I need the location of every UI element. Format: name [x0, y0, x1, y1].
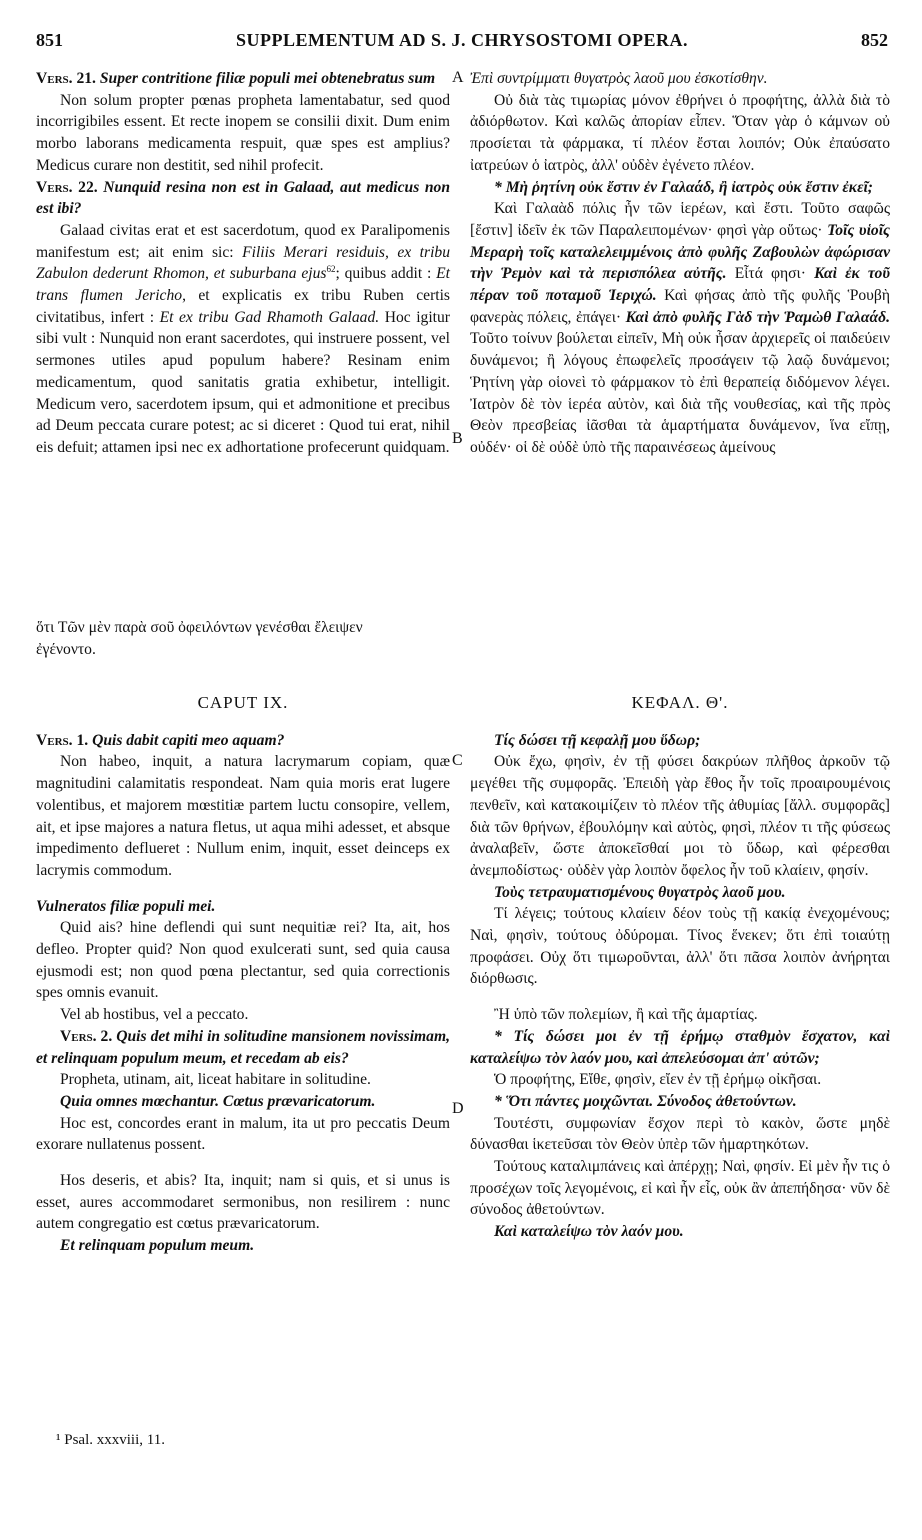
greek-paragraph-7: Τουτέστι, συμφωνίαν ἔσχον περὶ τὸ κακὸν, ὥστε μηδὲ δύνασθαι ἱκετεῦσαι τὸν Θεὸν ὑπὲρ τῶν ἡμαρτηκότων.: [470, 1114, 890, 1154]
page-number-left: 851: [36, 30, 63, 50]
greek-paragraph-2: Καὶ Γαλαὰδ πόλις ἦν τῶν ἱερέων, καὶ ἔστι. Τοῦτο σαφῶς [ἔστιν] ἰδεῖν ἐκ τῶν Παραλειπομένων· φησὶ γὰρ οὕτως· Τοῖς υἱοῖς Μεραρὴ τοῖς καταλελειμμένοις ἀπὸ φυλῆς Ζαβουλὼν ἀφώρισαν τὴν Ῥεμὸν καὶ τὰ περισπόλεα αὐτῆς. Εἶτά φησι· Καὶ ἐκ τοῦ πέραν τοῦ ποταμοῦ Ἱεριχώ. Καὶ φήσας ἀπὸ τῆς φυλῆς Ῥουβὴ φανερὰς πόλεις, ἐπάγει· Καὶ ἀπὸ φυλῆς Γὰδ τὴν Ῥαμὼθ Γαλαάδ. Τοῦτο τοίνυν βούλεται εἰπεῖν, Μὴ οὐκ ἦσαν ἀρχιερεῖς οἱ παιδεύειν δυνάμενοι; ἢ λόγους ἐπωφελεῖς προσάγειν τῷ λαῷ δυνάμενοι; Ῥητίνη γὰρ οἱονεὶ τὸ φάρμακον τὸ ἐπὶ θεραπείᾳ διδόμενον λέγει. Ἰατρὸν δὲ τὸν ἱερέα αὐτὸν, καὶ διὰ τῆς νουθεσίας, καὶ τῆς πρὸς Θεὸν πρεσβείας ἰᾶσθαι τὰ ἁμαρτήματα δυνάμενον, ἵνα εἴπῃ, οὐδέν· οἱ δὲ οὐδὲ ὑπὸ τῆς παραινέσεως ἀμείνους: [470, 200, 890, 456]
page-number-right: 852: [861, 30, 888, 50]
latin-column-lower: [36, 672, 450, 1257]
latin-paragraph-1: Non solum propter pœnas propheta lamentabatur, sed quod incorrigibiles essent. Et recte inopem se consilii dixit. Dum enim morbo laborans medicamenta respuit, quæ spes est amplius? Medicus curare non destitit, sed nihil profecit.: [36, 91, 450, 174]
latin-paragraph-6: Propheta, utinam, ait, liceat habitare in solitudine.: [60, 1071, 371, 1089]
spanning-line-end: ἐγένοντο.: [36, 641, 96, 658]
margin-letter-c: C: [452, 752, 463, 769]
quia-heading: Quia omnes mœchantur. Cœtus prævaricatorum.: [60, 1092, 376, 1110]
greek-paragraph-4: Τί λέγεις; τούτους κλαίειν δέον τοὺς τῇ κακίᾳ ἐνεχομένους; Ναὶ, φησὶν, τούτους ὀδύρομαι. Τίνος ἕνεκεν; ὅτι ἐπὶ τοιαύτῃ προφάσει. Οὐχ ὅτι τιμωροῦνται, ἀλλ' ὅτι πᾶσα λοιπὸν ἀνήρηται διόρθωσις.: [470, 905, 890, 988]
greek-column-upper: [470, 68, 890, 459]
greek-verse-22-heading: * Μὴ ῥητίνη οὐκ ἔστιν ἐν Γαλαάδ, ἢ ἰατρὸς οὐκ ἔστιν ἐκεῖ;: [494, 178, 873, 196]
latin-paragraph-2: Galaad civitas erat et est sacerdotum, quod ex Paralipomenis manifestum est; ait enim sic: Filiis Merari residuis, ex tribu Zabulon dederunt Rhomon, et suburbana ejus$^{62}$; quibus addit : Et trans flumen Jericho, et explicatis ex tribu Ruben certis civitatibus, infert : Et ex tribu Gad Rhamoth Galaad. Hoc igitur sibi vult : Nunquid non erant sacerdotes, qui instruere possent, vel sermones utiles apud populum habere? Resinam enim medicamentum, quod sanitatis gratia exhibetur, intelligit. Medicum vero, sacerdotem ipsum, qui et admonitione et precibus ad Deum peccata curare potest; ac si diceret : Quod tui erat, nihil eis defuit; attamen ipsi nec ex adhortatione profecerunt quidquam.: [36, 221, 451, 456]
margin-letter-a: A: [452, 69, 464, 86]
vulneratos-heading: Vulneratos filiæ populi mei.: [36, 897, 216, 915]
latin-column-upper: [36, 68, 450, 459]
greek-paragraph-3: Οὐκ ἔχω, φησὶν, ἐν τῇ φύσει δακρύων πλῆθος ἀρκοῦν τῷ μεγέθει τῆς συμφορᾶς. Ἐπειδὴ γὰρ ἔθος ἦν τοῖς προαιρουμένοις πενθεῖν, καὶ κατακοιμίζειν τὸ πλέον τῆς ἀθυμίας [ἄλλ. συμφορᾶς] διὰ τῶν θρήνων, ἐβουλόμην καὶ αὐτὸς, φησὶ, πλέον τι τῆς φύσεως ἀναλαβεῖν, ὥστε ἀποκεῖσθαί μοι τὸ ὕδωρ, καὶ φέρεσθαι ἀνεμποδίστως· οὐδὲν γὰρ λοιπὸν ὄφελος ἦν τοῦ κλαίειν, φησίν.: [470, 753, 890, 879]
greek-paragraph-8: Τούτους καταλιμπάνεις καὶ ἀπέρχῃ; Ναὶ, φησίν. Εἰ μὲν ἦν τις ὁ προσέχων τοῖς λεγομένοις, εἰ καὶ ἦν εἷς, οὐκ ἂν ἀπεπήδησα· νῦν δὲ σύνοδος ἀθετούντων.: [470, 1158, 890, 1219]
footnote: ¹ Psal. xxxviii, 11.: [56, 1432, 165, 1448]
verse-21-heading: Vers. 21. Super contritione filiæ populi mei obtenebratus sum: [36, 70, 436, 87]
relinquam-heading: Et relinquam populum meum.: [60, 1237, 255, 1255]
verse-2-heading: Vers. 2. Quis det mihi in solitudine mansionem novissimam, et relinquam populum meum, et recedam ab eis?: [36, 1027, 450, 1067]
caput-heading: CAPUT IX.: [197, 693, 289, 712]
latin-paragraph-8: Hos deseris, et abis? Ita, inquit; nam si quis, et si unus is esset, aures accommodaret sermonibus, non resilirem : nunc autem congregatio est cœtus prævaricatorum.: [36, 1172, 450, 1233]
verse-22-heading: Vers. 22. Nunquid resina non est in Galaad, aut medicus non est ibi?: [36, 178, 450, 218]
kefala-heading: ΚΕΦΑΛ. Θ'.: [631, 693, 729, 712]
spanning-line: ὅτι Τῶν μὲν παρὰ σοῦ ὀφειλόντων γενέσθαι ἔλειψεν: [36, 619, 363, 636]
margin-letter-b: B: [452, 430, 463, 447]
running-title: SUPPLEMENTUM AD S. J. CHRYSOSTOMI OPERA.: [235, 30, 689, 50]
page-header: [36, 30, 888, 56]
margin-letter-d: D: [452, 1100, 464, 1117]
greek-paragraph-1: Οὐ διὰ τὰς τιμωρίας μόνον ἐθρήνει ὁ προφήτης, ἀλλὰ διὰ τὸ ἀδιόρθωτον. Καὶ καλῶς ἀπορίαν εἶπεν. Ὅταν γὰρ ὁ κάμνων οὐ προσίεται τὰ φάρμακα, τί πλέον ἔσται λοιπόν; Οὐκ ἐπαύσατο ἰατρεύων ὁ ἰατρὸς, ἀλλ' οὐδὲν ἐγένετο πλέον.: [470, 91, 890, 174]
verse-1-heading: Vers. 1. Quis dabit capiti meo aquam?: [36, 731, 285, 749]
greek-verse-2-heading: * Τίς δώσει μοι ἐν τῇ ἐρήμῳ σταθμὸν ἔσχατον, καὶ καταλείψω τὸν λαόν μου, καὶ ἀπελεύσομαι ἀπ' αὐτῶν;: [470, 1027, 890, 1067]
latin-paragraph-3: Non habeo, inquit, a natura lacrymarum copiam, quæ magnitudini calamitatis respondeat. Nam quia moris erat lugere volentibus, et majorem mœstitiæ partem luctu consopire, vellem, ait, et ipse majores a natura fletus, ut aqua mihi adesset, et absque impedimento deflueret : Nullum enim, inquit, esset deinceps ex lacrymis commodum.: [36, 753, 450, 879]
latin-paragraph-7: Hoc est, concordes erant in malum, ita ut pro peccatis Deum exorare nullatenus possent.: [36, 1114, 450, 1154]
greek-paragraph-6: Ὁ προφήτης, Εἴθε, φησὶν, εἴεν ἐν τῇ ἐρήμῳ οἰκῆσαι.: [494, 1071, 822, 1089]
latin-paragraph-4: Quid ais? hine deflendi qui sunt nequitiæ rei? Ita, ait, hos defleo. Propter quid? Non quod exulcerati sunt, sed quia causa ejusmodi est; non quod pœna plectantur, sed quia correctionis spes omnis evanuit.: [36, 919, 450, 1002]
greek-column-lower: [470, 672, 890, 1243]
greek-relinquam-heading: Καὶ καταλείψω τὸν λαόν μου.: [494, 1223, 684, 1241]
greek-quia-heading: * Ὅτι πάντες μοιχῶνται. Σύνοδος ἀθετούντων.: [494, 1092, 797, 1110]
greek-verse-1-heading: Τίς δώσει τῇ κεφαλῇ μου ὕδωρ;: [494, 731, 701, 749]
greek-verse-21-heading: Ἐπὶ συντρίμματι θυγατρὸς λαοῦ μου ἐσκοτίσθην.: [470, 70, 768, 87]
latin-paragraph-5: Vel ab hostibus, vel a peccato.: [60, 1006, 249, 1024]
greek-vulneratos-heading: Τοὺς τετραυματισμένους θυγατρὸς λαοῦ μου.: [494, 883, 786, 901]
greek-paragraph-5: Ἢ ὑπὸ τῶν πολεμίων, ἢ καὶ τῆς ἁμαρτίας.: [494, 1006, 758, 1024]
